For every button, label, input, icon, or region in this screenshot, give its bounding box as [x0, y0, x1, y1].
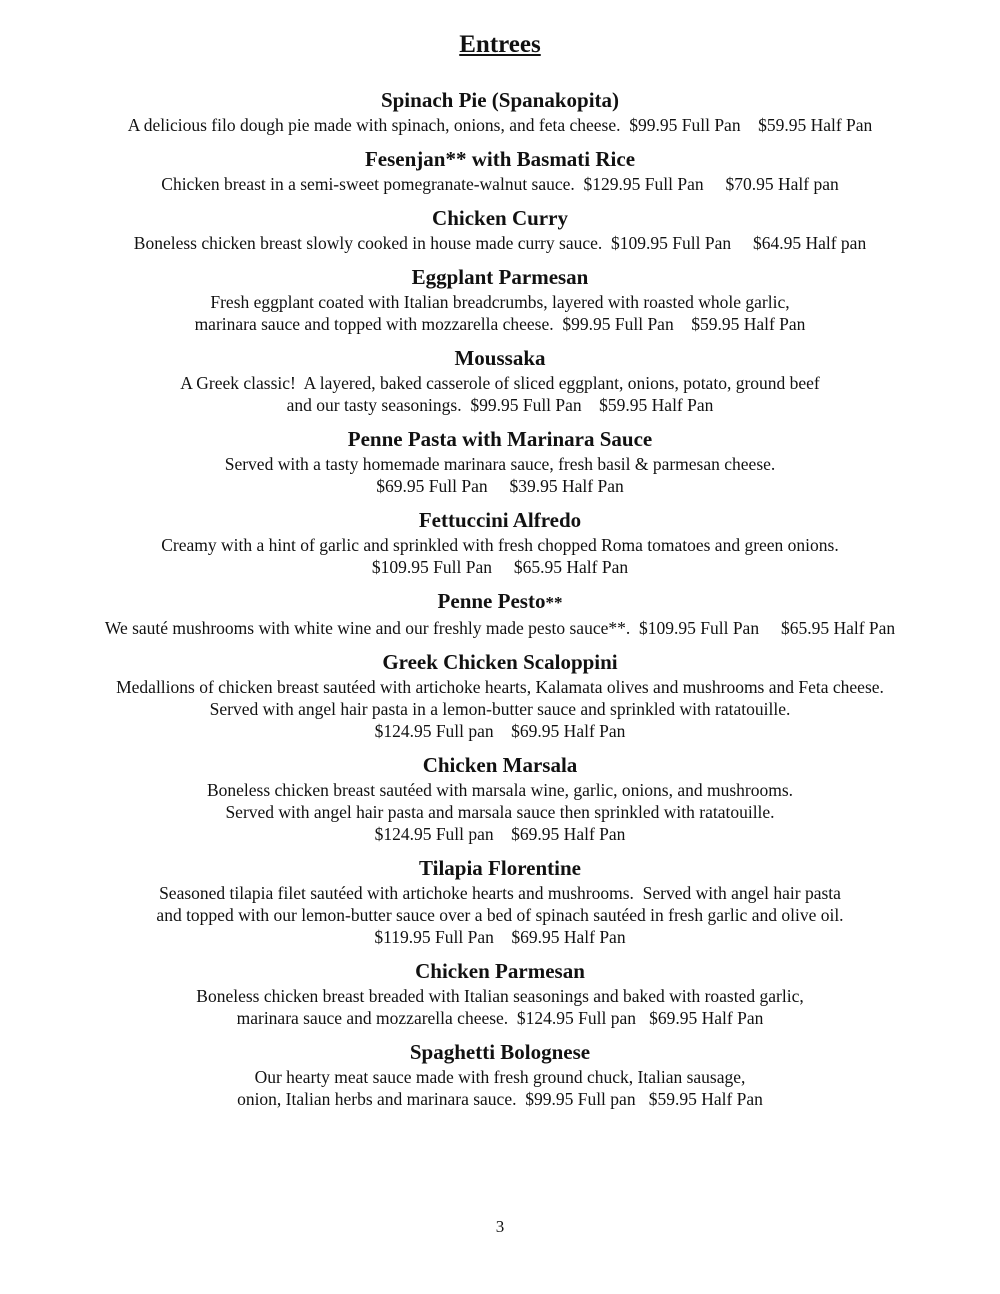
item-description-line: A Greek classic! A layered, baked casserole of sliced eggplant, onions, potato, ground beef	[180, 373, 820, 393]
item-description-line: Boneless chicken breast sautéed with marsala wine, garlic, onions, and mushrooms.	[206, 780, 794, 800]
item-description-line: Served with angel hair pasta and marsala sauce then sprinkled with ratatouille.	[225, 802, 775, 822]
item-name: Chicken Curry	[432, 206, 568, 230]
item-name: Moussaka	[454, 346, 546, 370]
item-name	[0, 587, 1000, 617]
item-name-text: Penne Pesto	[437, 589, 546, 613]
item-description-line: Boneless chicken breast breaded with Italian seasonings and baked with roasted garlic,	[196, 986, 804, 1006]
item-description-line: Served with a tasty homemade marinara sauce, fresh basil & parmesan cheese.	[224, 454, 776, 474]
menu-item-chicken-parmesan	[0, 957, 1000, 1029]
item-description-line: Creamy with a hint of garlic and sprinkled with fresh chopped Roma tomatoes and green onions.	[161, 535, 839, 555]
menu-item-chicken-curry	[0, 204, 1000, 254]
item-name: Chicken Marsala	[422, 753, 578, 777]
item-name: Greek Chicken Scaloppini	[382, 650, 618, 674]
item-price-line: $109.95 Full Pan $65.95 Half Pan	[371, 557, 629, 577]
item-description-line: Chicken breast in a semi-sweet pomegranate-walnut sauce. $129.95 Full Pan $70.95 Half pan	[161, 174, 839, 194]
item-name: Tilapia Florentine	[419, 856, 581, 880]
item-price-line: $119.95 Full Pan $69.95 Half Pan	[374, 927, 626, 947]
item-description-line: Seasoned tilapia filet sautéed with artichoke hearts and mushrooms. Served with angel hair pasta	[159, 883, 841, 903]
item-name: Eggplant Parmesan	[411, 265, 589, 289]
item-price-line: $124.95 Full pan $69.95 Half Pan	[374, 824, 626, 844]
menu-item-spinach-pie	[0, 86, 1000, 136]
item-name: Spinach Pie (Spanakopita)	[380, 88, 620, 112]
item-description-line: Medallions of chicken breast sautéed with artichoke hearts, Kalamata olives and mushrooms and Feta cheese.	[116, 677, 884, 697]
item-price-line: $124.95 Full pan $69.95 Half Pan	[374, 721, 626, 741]
item-name: Chicken Parmesan	[415, 959, 585, 983]
menu-item-penne-marinara	[0, 425, 1000, 497]
menu-item-greek-chicken-scaloppini	[0, 648, 1000, 742]
menu-item-penne-pesto	[0, 587, 1000, 639]
item-description-line: marinara sauce and mozzarella cheese. $124.95 Full pan $69.95 Half Pan	[236, 1008, 764, 1028]
menu-item-eggplant-parmesan	[0, 263, 1000, 335]
item-description-line: onion, Italian herbs and marinara sauce. $99.95 Full pan $59.95 Half Pan	[237, 1089, 763, 1109]
item-name: Fettuccini Alfredo	[418, 508, 582, 532]
entree-list	[0, 86, 1000, 1119]
item-description-line: and our tasty seasonings. $99.95 Full Pan $59.95 Half Pan	[286, 395, 714, 415]
item-description-line: We sauté mushrooms with white wine and our freshly made pesto sauce**. $109.95 Full Pan $65.95 Half Pan	[104, 618, 896, 638]
item-price-line: $69.95 Full Pan $39.95 Half Pan	[376, 476, 624, 496]
page-number: 3	[495, 1217, 505, 1236]
item-name: Spaghetti Bolognese	[409, 1040, 591, 1064]
item-description-line: A delicious filo dough pie made with spinach, onions, and feta cheese. $99.95 Full Pan $59.95 Half Pan	[127, 115, 873, 135]
item-name-footnote-mark: **	[545, 593, 563, 612]
menu-item-fesenjan	[0, 145, 1000, 195]
page-title: Entrees	[459, 31, 541, 58]
item-description-line: marinara sauce and topped with mozzarella cheese. $99.95 Full Pan $59.95 Half Pan	[194, 314, 806, 334]
menu-item-chicken-marsala	[0, 751, 1000, 845]
menu-item-moussaka	[0, 344, 1000, 416]
menu-item-fettuccini-alfredo	[0, 506, 1000, 578]
item-description-line: and topped with our lemon-butter sauce over a bed of spinach sautéed in fresh garlic and olive oil.	[156, 905, 844, 925]
item-name: Penne Pasta with Marinara Sauce	[347, 427, 653, 451]
item-description-line: Fresh eggplant coated with Italian breadcrumbs, layered with roasted whole garlic,	[210, 292, 790, 312]
menu-item-tilapia-florentine	[0, 854, 1000, 948]
item-description-line: Our hearty meat sauce made with fresh ground chuck, Italian sausage,	[254, 1067, 746, 1087]
item-description-line: Served with angel hair pasta in a lemon-butter sauce and sprinkled with ratatouille.	[209, 699, 791, 719]
menu-item-spaghetti-bolognese	[0, 1038, 1000, 1110]
item-name: Fesenjan** with Basmati Rice	[364, 147, 636, 171]
item-description-line: Boneless chicken breast slowly cooked in house made curry sauce. $109.95 Full Pan $64.95 Half pan	[133, 233, 867, 253]
